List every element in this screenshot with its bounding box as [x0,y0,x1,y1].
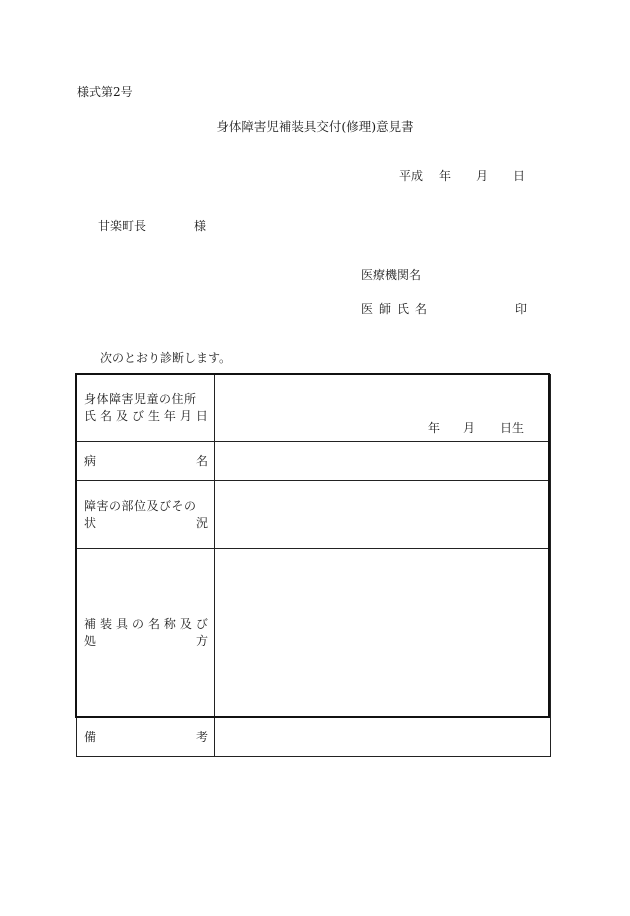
birth-day: 日生 [499,421,524,435]
label-line [84,515,208,532]
birth-month: 月 [462,421,475,435]
form-number: 様式第2号 [77,85,133,99]
label-line [84,408,208,425]
address-name-birth-field[interactable] [215,375,551,442]
label-char: 名 [195,453,208,468]
date-era: 平成 [399,169,424,183]
seal-mark: 印 [515,302,528,316]
label-char: び [195,617,208,631]
doctor-name-label: 医師氏名 [361,302,434,316]
label-char: 備 [84,729,97,744]
label-device-name-prescription [77,549,215,718]
label-line [84,616,208,633]
table-row [77,718,551,757]
addressee [98,220,206,232]
table-row [77,549,551,718]
label-char: 病 [84,453,97,468]
label-line [84,453,208,470]
intro-text: 次のとおり診断します。 [100,351,232,365]
label-address-name-birth [77,375,215,442]
addressee-honorific: 様 [194,219,207,233]
label-char: 年 [163,409,176,423]
label-char: 状 [84,515,97,530]
issue-date [399,170,525,182]
label-char: 名 [99,409,112,423]
label-char: び [131,409,144,423]
birth-year: 年 [427,421,440,435]
disability-site-status-field[interactable] [215,481,551,549]
remarks-field[interactable] [215,718,551,757]
label-line: 身体障害児童の住所 [84,392,197,406]
label-char: の [131,617,144,631]
label-char: 称 [163,617,176,631]
label-char: 考 [195,729,208,744]
label-char: 日 [195,409,208,423]
addressee-name: 甘楽町長 [98,219,147,233]
label-char: 補 [84,617,97,631]
opinion-form-table [76,374,551,757]
label-char: 装 [99,617,112,631]
label-remarks [77,718,215,757]
label-char: 処 [84,634,97,648]
table-row [77,481,551,549]
institution-label: 医療機関名 [361,268,422,282]
label-line: 障害の部位及びその [84,498,197,513]
label-line [84,633,208,650]
date-month: 月 [476,169,489,183]
table-row [77,375,551,442]
label-char: 生 [147,409,160,423]
birth-date [428,419,524,436]
disease-name-field[interactable] [215,442,551,481]
label-line [84,729,208,746]
label-char: 具 [115,617,128,631]
label-disease-name [77,442,215,481]
label-disability-site-status [77,481,215,549]
document-title: 身体障害児補装具交付(修理)意見書 [216,119,414,134]
table-row [77,442,551,481]
device-name-prescription-field[interactable] [215,549,551,718]
date-day: 日 [513,169,526,183]
label-char: 月 [179,409,192,423]
label-char: 及 [115,409,128,423]
label-char: 方 [195,634,208,648]
label-char: 及 [179,617,192,631]
label-char: 名 [147,617,160,631]
label-char: 氏 [84,409,97,423]
label-char: 況 [195,515,208,530]
date-year: 年 [439,169,452,183]
